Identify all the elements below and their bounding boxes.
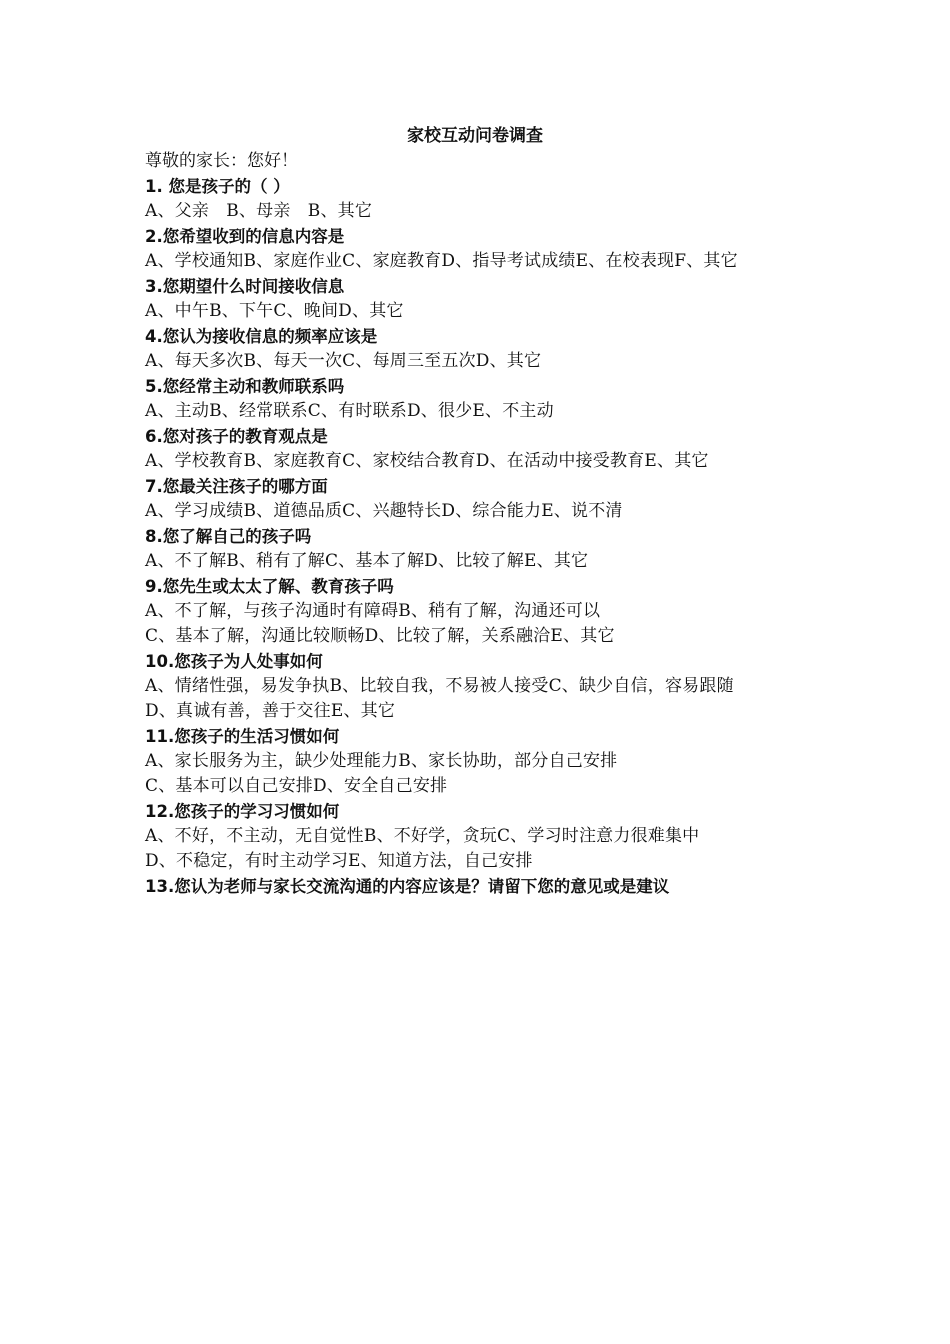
options-line: A、父亲 B、母亲 B、其它	[145, 201, 373, 221]
options-line: D、真诚有善，善于交往E、其它	[145, 701, 396, 721]
question-line: 7.您最关注孩子的哪方面	[145, 477, 328, 496]
question-line: 6.您对孩子的教育观点是	[145, 427, 328, 446]
options-line: A、每天多次B、每天一次C、每周三至五次D、其它	[145, 351, 542, 371]
question-line: 4.您认为接收信息的频率应该是	[145, 327, 378, 346]
question-line: 5.您经常主动和教师联系吗	[145, 377, 345, 396]
options-line: C、基本了解，沟通比较顺畅D、比较了解，关系融洽E、其它	[145, 626, 615, 646]
options-line: A、不了解B、稍有了解C、基本了解D、比较了解E、其它	[145, 551, 589, 571]
question-line: 12.您孩子的学习习惯如何	[145, 802, 340, 821]
options-line: A、中午B、下午C、晚间D、其它	[145, 301, 404, 321]
options-line: A、家长服务为主，缺少处理能力B、家长协助，部分自己安排	[145, 751, 618, 771]
options-line: A、不了解，与孩子沟通时有障碍B、稍有了解，沟通还可以	[145, 601, 601, 621]
question-line: 13.您认为老师与家长交流沟通的内容应该是？请留下您的意见或是建议	[145, 877, 670, 896]
document-title: 家校互动问卷调查	[407, 126, 543, 146]
question-line: 2.您希望收到的信息内容是	[145, 227, 345, 246]
options-line: A、主动B、经常联系C、有时联系D、很少E、不主动	[145, 401, 554, 421]
options-line: A、学校通知B、家庭作业C、家庭教育D、指导考试成绩E、在校表现F、其它	[145, 251, 738, 271]
options-line: A、情绪性强，易发争执B、比较自我，不易被人接受C、缺少自信，容易跟随	[145, 676, 734, 696]
options-line: A、不好，不主动，无自觉性B、不好学，贪玩C、学习时注意力很难集中	[145, 826, 700, 846]
options-line: A、学习成绩B、道德品质C、兴趣特长D、综合能力E、说不清	[145, 501, 623, 521]
question-line: 11.您孩子的生活习惯如何	[145, 727, 340, 746]
survey-body	[145, 149, 845, 899]
greeting-line: 尊敬的家长：您好！	[145, 151, 298, 171]
options-line: D、不稳定，有时主动学习E、知道方法，自己安排	[145, 851, 533, 871]
options-line: A、学校教育B、家庭教育C、家校结合教育D、在活动中接受教育E、其它	[145, 451, 709, 471]
question-line: 10.您孩子为人处事如何	[145, 652, 323, 671]
options-line: C、基本可以自己安排D、安全自己安排	[145, 776, 448, 796]
question-line: 1. 您是孩子的（ ）	[145, 177, 290, 196]
question-line: 8.您了解自己的孩子吗	[145, 527, 312, 546]
question-line: 9.您先生或太太了解、教育孩子吗	[145, 577, 394, 596]
question-line: 3.您期望什么时间接收信息	[145, 277, 345, 296]
